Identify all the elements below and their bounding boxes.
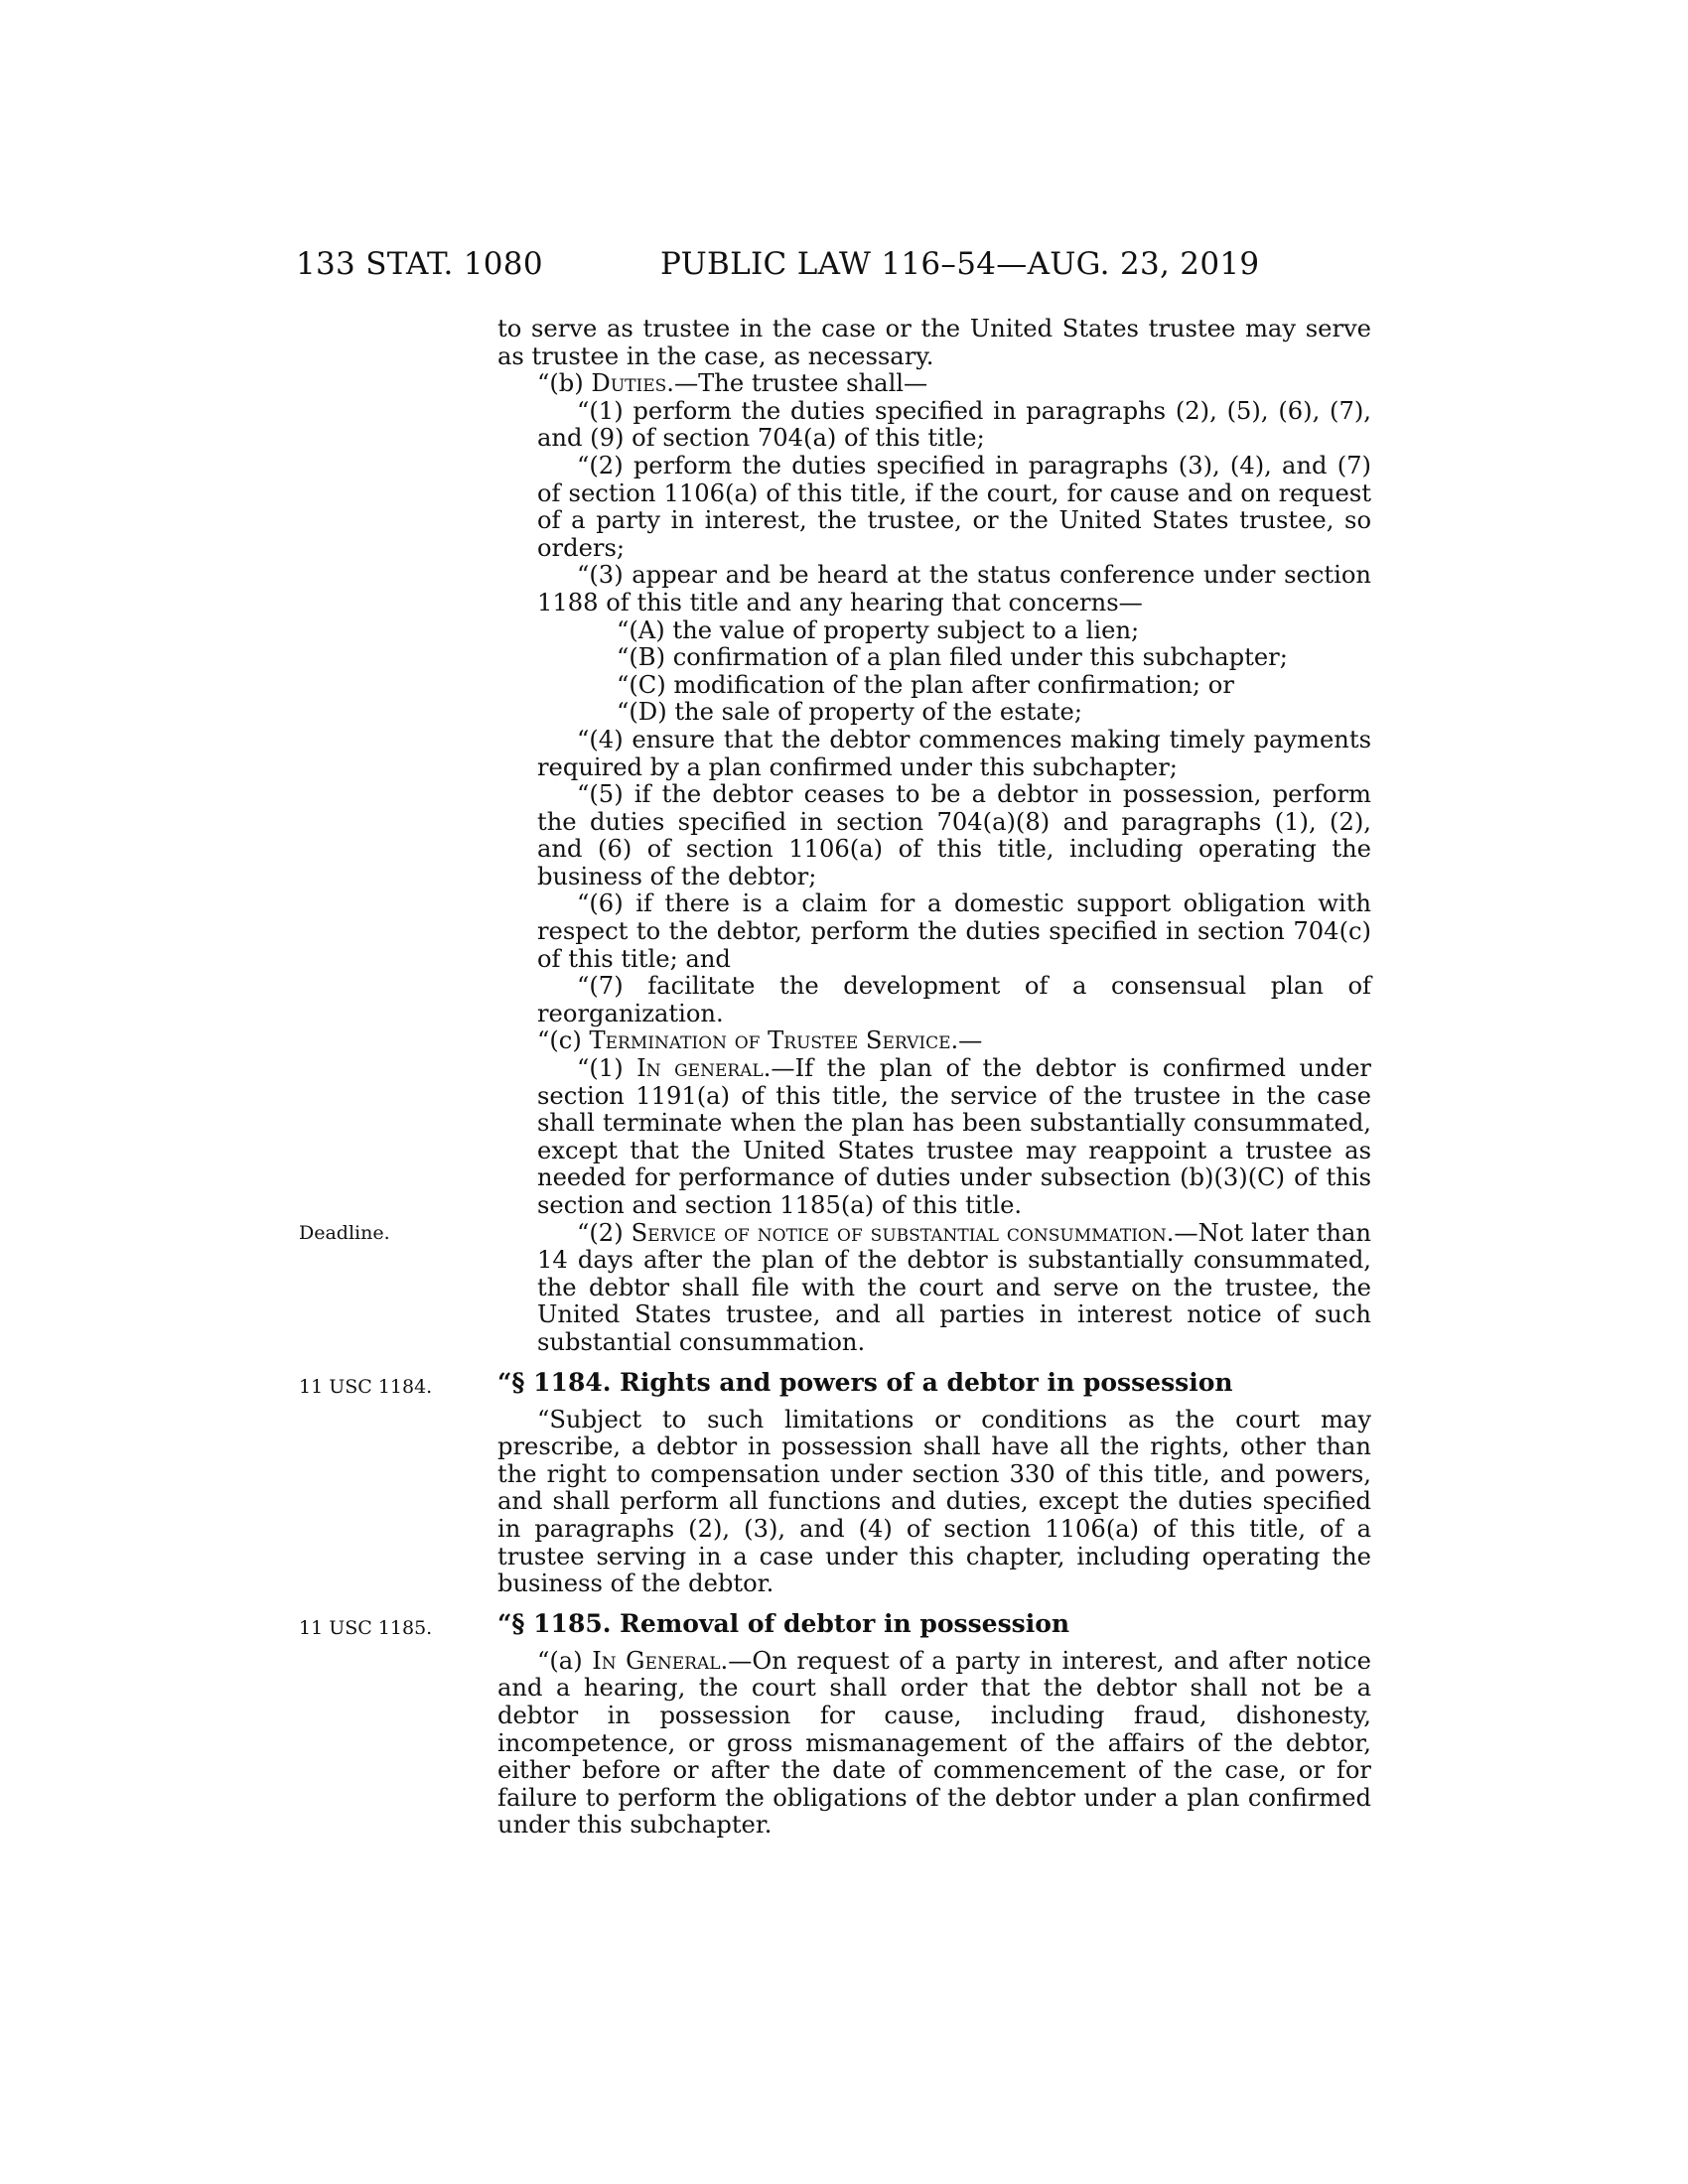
- paragraph-b2: “(2) perform the duties specified in paragraphs (3), (4), and (7) of section 1106(a) of this title, if the court, for cause and on request of a party in interest, the trustee, or the United States trustee, so orders;: [537, 451, 1371, 562]
- margin-note-usc-1185: 11 USC 1185.: [299, 1616, 433, 1639]
- paragraph-c2-wrapper: [299, 1218, 1371, 1357]
- margin-note-deadline: Deadline.: [299, 1221, 390, 1244]
- section-1184-text: “Subject to such limitations or conditions as the court may prescribe, a debtor in possession shall have all the rights, other than the right to compensation under section 330 of this title, and powers, and shall perform all functions and duties, except the duties specified in paragraphs (2), (3), and (4) of section 1106(a) of this title, of a trustee serving in a case under this chapter, including operating the business of the debtor.: [497, 1405, 1371, 1598]
- paragraph-b7: “(7) facilitate the development of a consensual plan of reorganization.: [537, 972, 1371, 1027]
- section-1184-heading: 11 USC 1184. “§ 1184. Rights and powers of a debtor in possession: [497, 1368, 1371, 1398]
- subparagraph-b3a: “(A) the value of property subject to a lien;: [617, 615, 1140, 644]
- paragraph-c2-heading: Service of notice of substantial consummation: [631, 1218, 1167, 1247]
- subsection-c: “(c) Termination of Trustee Service.—: [537, 1026, 983, 1055]
- paragraph-b3: “(3) appear and be heard at the status conference under section 1188 of this title and any hearing that concerns—: [537, 561, 1371, 616]
- section-1184: [299, 1367, 1371, 1598]
- running-title: PUBLIC LAW 116–54—AUG. 23, 2019: [660, 246, 1260, 282]
- paragraph-b4: “(4) ensure that the debtor commences making timely payments required by a plan confirmed under this subchapter;: [537, 725, 1371, 781]
- paragraph-a-continued: to serve as trustee in the case or the United States trustee may serve as trustee in the case, as necessary.: [497, 315, 1371, 370]
- statute-citation: 133 STAT. 1080: [296, 246, 543, 282]
- subparagraph-b3d: “(D) the sale of property of the estate;: [617, 698, 1082, 727]
- paragraph-b5: “(5) if the debtor ceases to be a debtor in possession, perform the duties specified in section 704(a)(8) and paragraphs (1), (2), and (6) of section 1106(a) of this title, including operating the business of the debtor;: [537, 780, 1371, 890]
- section-1185: [299, 1608, 1371, 1840]
- section-1185-heading: 11 USC 1185. “§ 1185. Removal of debtor in possession: [497, 1609, 1371, 1639]
- subsection-b-heading: Duties: [591, 369, 667, 398]
- page-header: [0, 246, 1688, 286]
- subparagraph-b3c: “(C) modification of the plan after confirmation; or: [617, 670, 1234, 699]
- section-1185-subsection-a-heading: In General: [592, 1646, 721, 1675]
- paragraph-c2: “(2) Service of notice of substantial consummation.—Not later than 14 days after the plan of the debtor is substantially consummated, the debtor shall file with the court and serve on the trustee, the United States trustee, and all parties in interest notice of such substantial consummation.: [537, 1218, 1371, 1356]
- subsection-c-heading: Termination of Trustee Service: [589, 1026, 951, 1055]
- paragraph-c1-heading: In general: [636, 1054, 764, 1083]
- paragraph-b6: “(6) if there is a claim for a domestic support obligation with respect to the debtor, perform the duties specified in section 704(c) of this title; and: [537, 889, 1371, 973]
- paragraph-c1: “(1) In general.—If the plan of the debtor is confirmed under section 1191(a) of this title, the service of the trustee in the case shall terminate when the plan has been substantially consummated, except that the United States trustee may reappoint a trustee as needed for performance of duties under subsection (b)(3)(C) of this section and section 1185(a) of this title.: [537, 1054, 1371, 1219]
- subsection-b: “(b) Duties.—The trustee shall—: [537, 369, 928, 398]
- section-1185-subsection-a: “(a) In General.—On request of a party in interest, and after notice and a hearing, the court shall order that the debtor shall not be a debtor in possession for cause, including fraud, dishonesty, incompetence, or gross mismanagement of the affairs of the debtor, either before or after the date of commencement of the case, or for failure to perform the obligations of the debtor under a plan confirmed under this subchapter.: [497, 1646, 1371, 1840]
- subparagraph-b3b: “(B) confirmation of a plan filed under this subchapter;: [617, 643, 1288, 672]
- margin-note-usc-1184: 11 USC 1184.: [299, 1375, 433, 1398]
- document-body: [299, 315, 1371, 1840]
- paragraph-b1: “(1) perform the duties specified in paragraphs (2), (5), (6), (7), and (9) of section 704(a) of this title;: [537, 396, 1371, 453]
